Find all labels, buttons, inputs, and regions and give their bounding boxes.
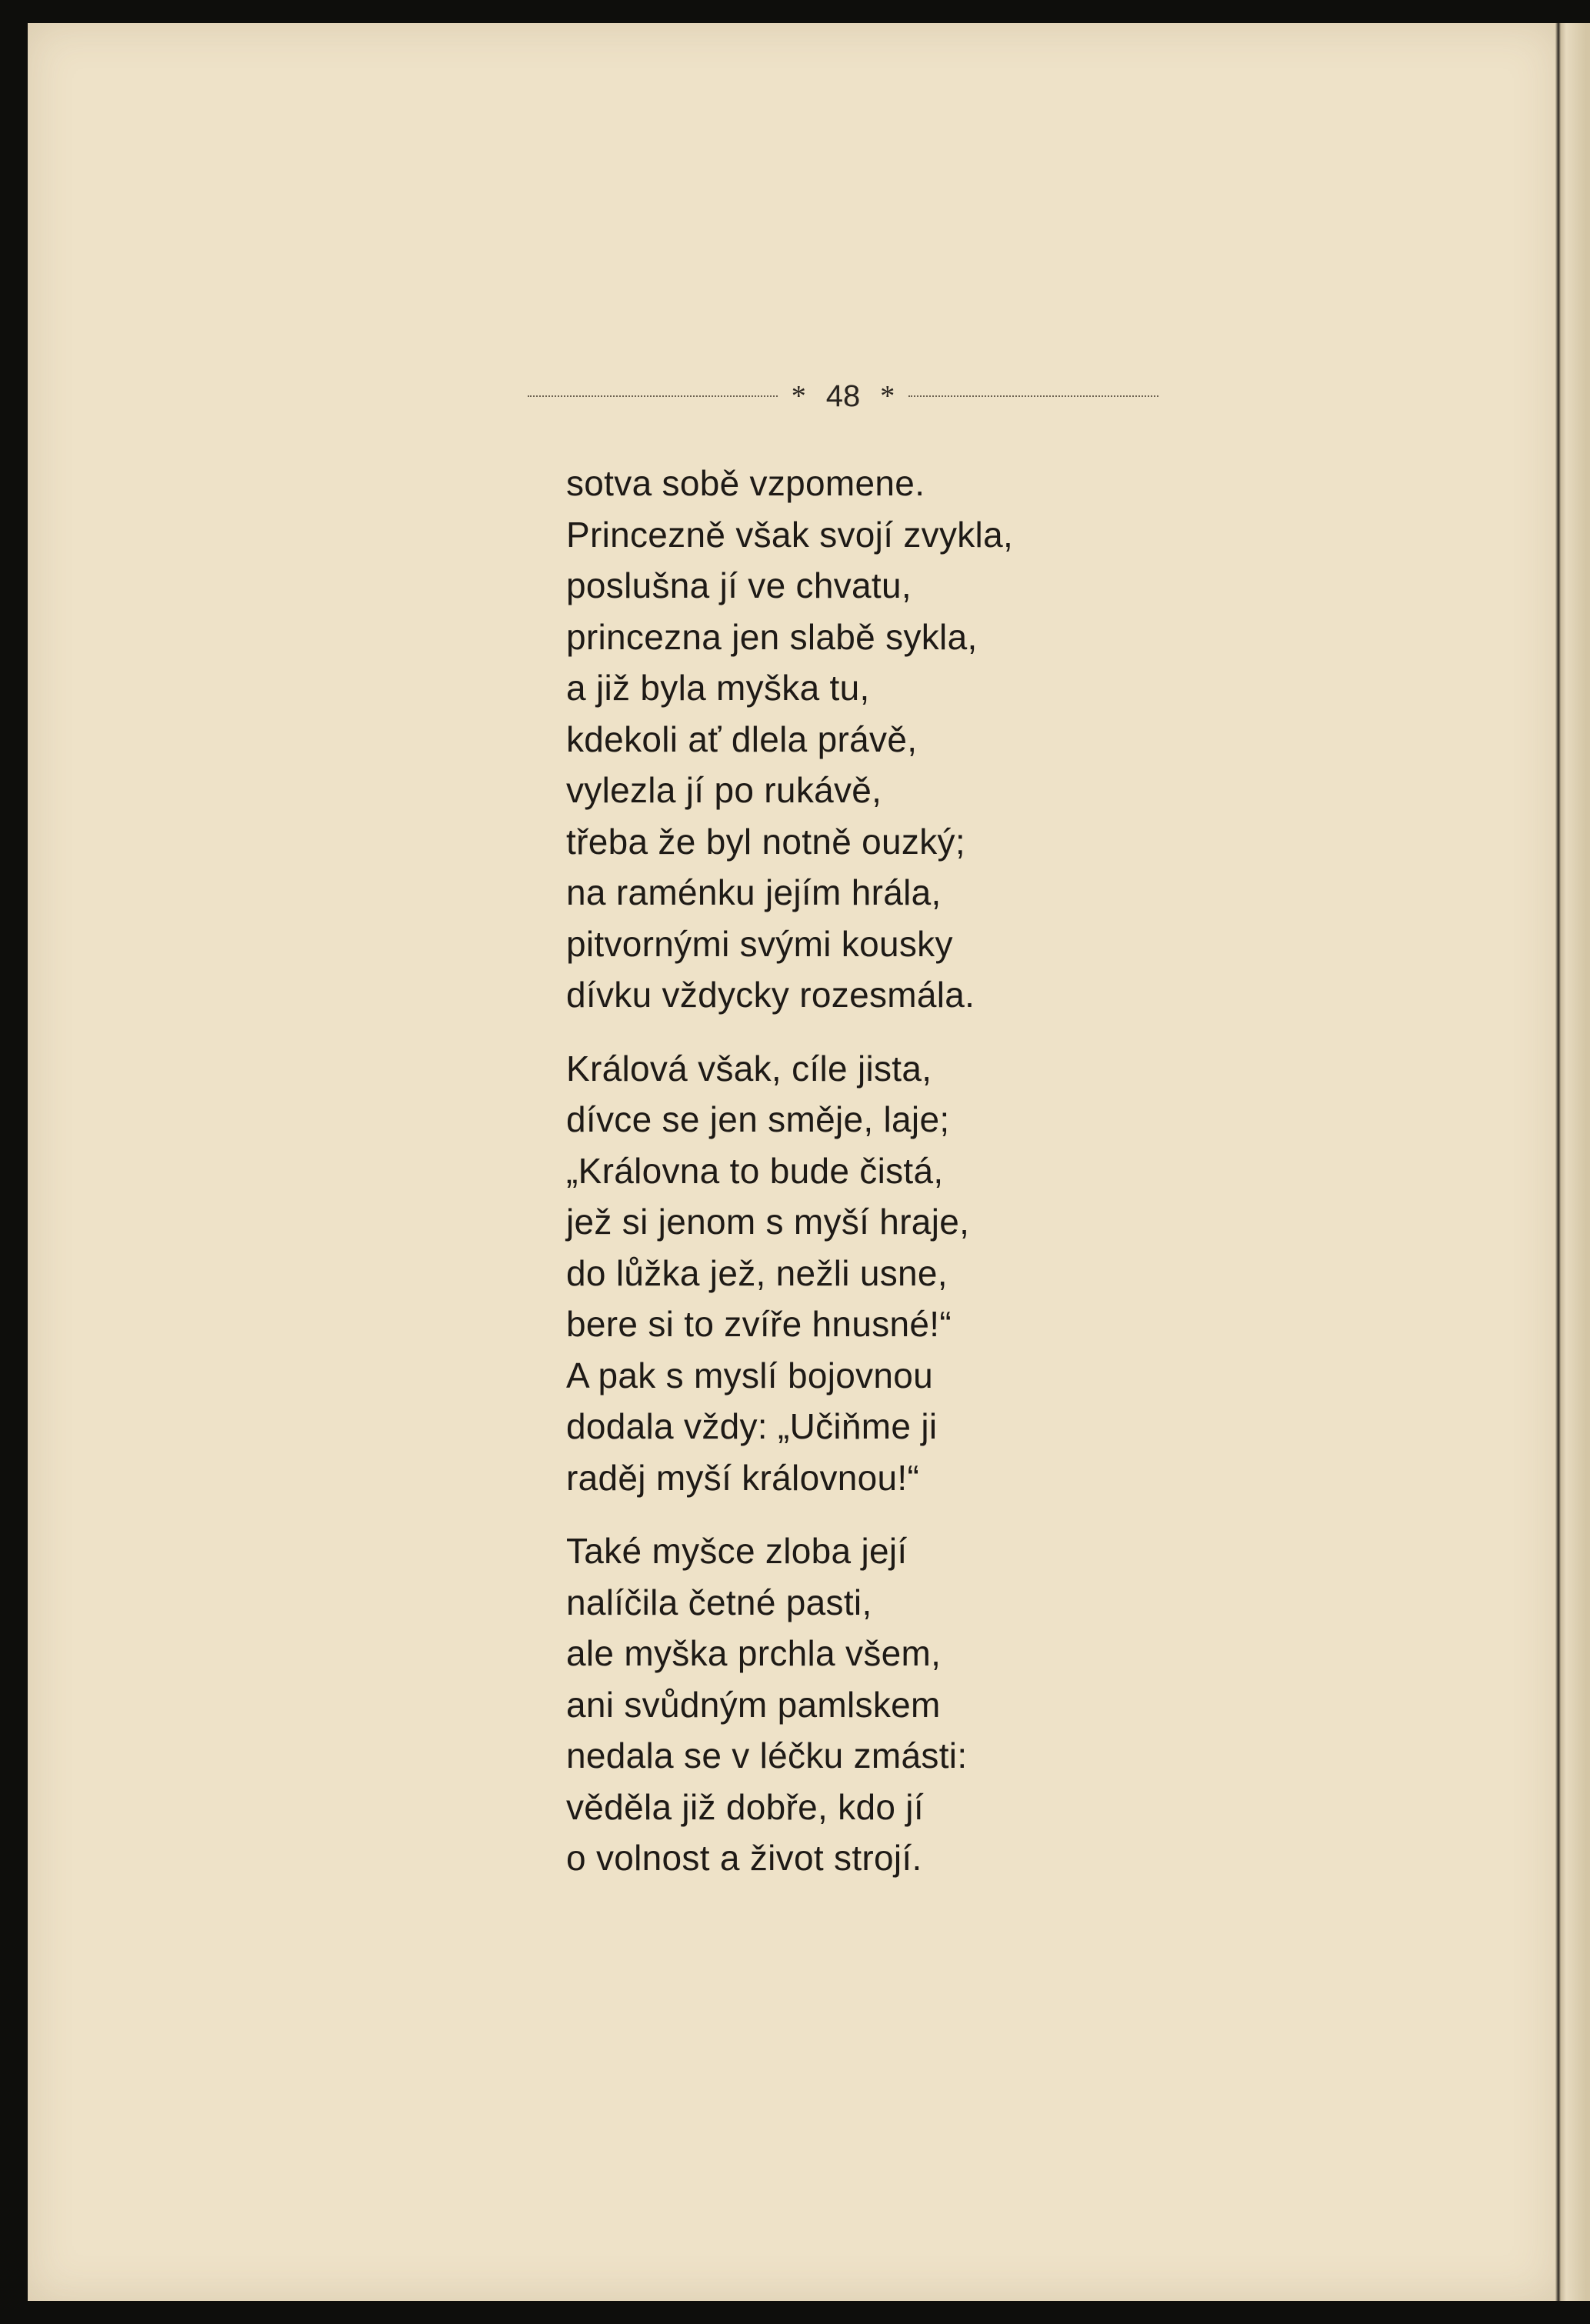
- header-rule-right: [908, 395, 1158, 397]
- header-star-right: *: [880, 380, 895, 412]
- header-star-left: *: [791, 380, 806, 412]
- verse-line: princezna jen slabě sykla,: [566, 616, 978, 657]
- verse-line: „Královna to bude čistá,: [566, 1150, 944, 1191]
- verse-line: třeba že byl notně ouzký;: [566, 821, 965, 862]
- poem-body: [566, 458, 1105, 1884]
- verse-line: vylezla jí po rukávě,: [566, 770, 882, 810]
- verse-line: jež si jenom s myší hraje,: [566, 1202, 970, 1242]
- verse-line: dívce se jen směje, laje;: [566, 1099, 950, 1139]
- verse-line: Princezně však svojí zvykla,: [566, 514, 1014, 555]
- stanza: [566, 1525, 1105, 1884]
- verse-line: pitvornými svými kousky: [566, 923, 953, 964]
- verse-line: A pak s myslí bojovnou: [566, 1355, 934, 1395]
- verse-line: kdekoli ať dlela právě,: [566, 719, 918, 759]
- verse-line: sotva sobě vzpomene.: [566, 463, 925, 503]
- verse-line: ale myška prchla všem,: [566, 1633, 942, 1673]
- stanza: [566, 458, 1105, 1021]
- verse-line: dívku vždycky rozesmála.: [566, 975, 975, 1015]
- page-number: 48: [825, 378, 861, 413]
- verse-line: Také myšce zloba její: [566, 1531, 908, 1571]
- verse-line: nalíčila četné pasti,: [566, 1582, 872, 1622]
- stanza: [566, 1043, 1105, 1504]
- book-page: [28, 23, 1558, 2301]
- verse-line: dodala vždy: „Učiňme ji: [566, 1406, 938, 1446]
- page-header: [528, 373, 1158, 419]
- verse-line: Králová však, cíle jista,: [566, 1048, 932, 1089]
- verse-line: o volnost a život strojí.: [566, 1838, 922, 1878]
- verse-line: ani svůdným pamlskem: [566, 1684, 941, 1725]
- verse-line: bere si to zvíře hnusné!“: [566, 1304, 952, 1344]
- verse-line: na raménku jejím hrála,: [566, 872, 942, 912]
- verse-line: věděla již dobře, kdo jí: [566, 1786, 924, 1827]
- verse-line: nedala se v léčku zmásti:: [566, 1735, 968, 1776]
- verse-line: poslušna jí ve chvatu,: [566, 565, 912, 605]
- verse-line: do lůžka jež, nežli usne,: [566, 1252, 948, 1293]
- verse-line: raděj myší královnou!“: [566, 1457, 920, 1498]
- book-spine-edge: [1555, 23, 1590, 2301]
- verse-line: a již byla myška tu,: [566, 668, 870, 708]
- header-rule-left: [528, 395, 778, 397]
